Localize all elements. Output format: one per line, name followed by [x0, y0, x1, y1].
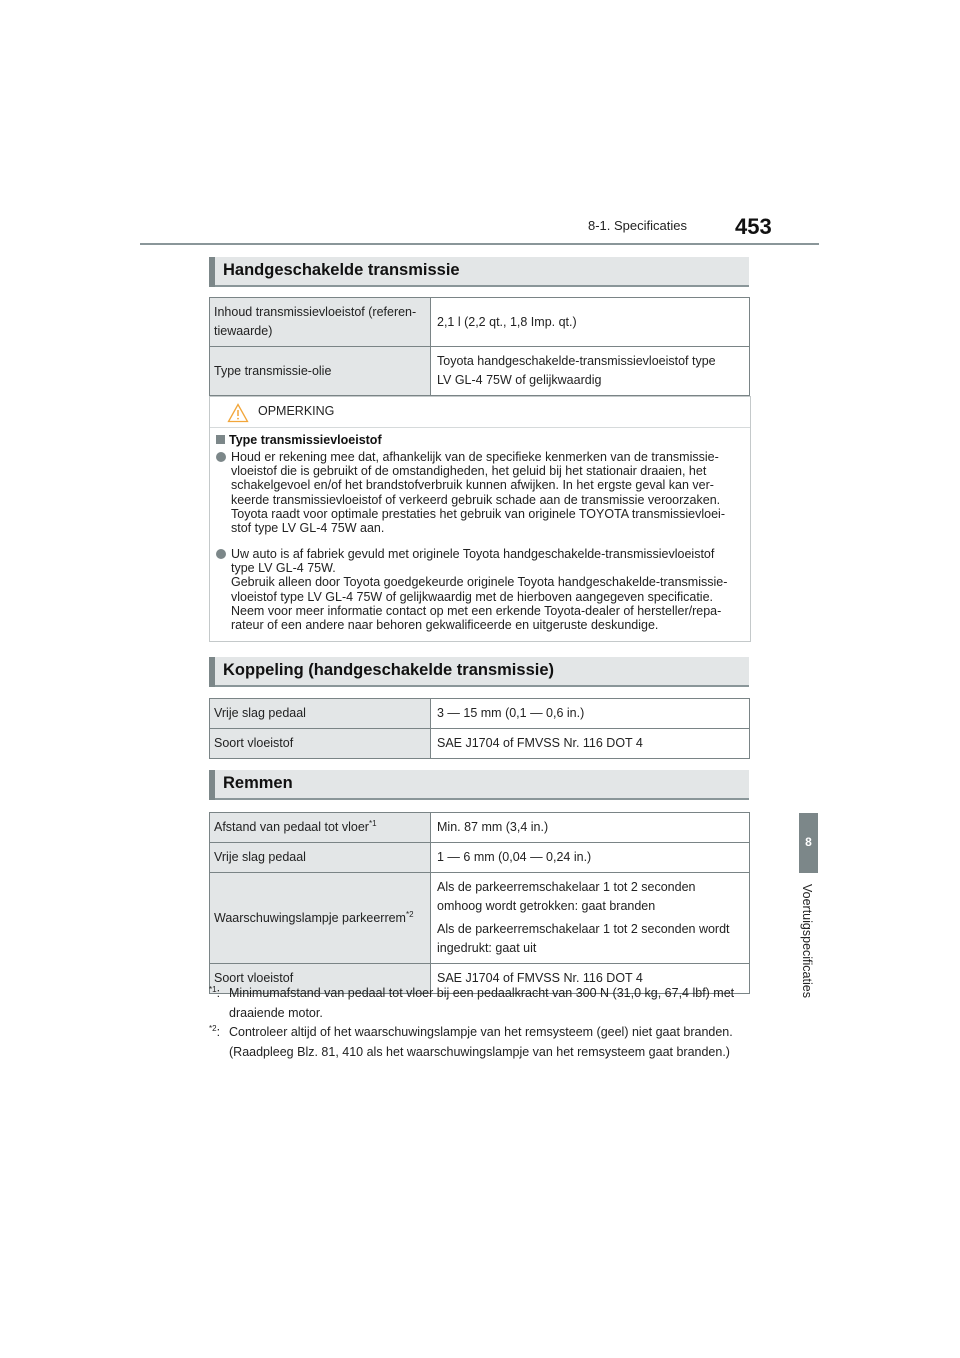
footnote-marker — [209, 983, 220, 1003]
bullet-line: type LV GL-4 75W. — [231, 561, 336, 576]
table-cell-value — [431, 873, 750, 964]
header-rule — [140, 243, 819, 245]
table-cell-label: Soort vloeistof — [210, 729, 431, 759]
table-row — [210, 729, 750, 759]
table-cell-label — [210, 873, 431, 964]
footnote-ref: *2 — [405, 909, 414, 919]
note-subheading-text: Type transmissievloeistof — [229, 433, 382, 447]
table-row — [210, 843, 750, 873]
section-heading-clutch — [209, 657, 749, 687]
chapter-title: Voertuigspecificaties — [800, 884, 814, 998]
table-cell-value: 1 — 6 mm (0,04 — 0,24 in.) — [431, 843, 750, 873]
table-cell-value — [431, 347, 750, 396]
cell-text: LV GL-4 75W of gelijkwaardig — [437, 373, 602, 387]
note-header — [210, 397, 750, 428]
cell-text: Toyota handgeschakelde-transmissievloeistof type — [437, 354, 716, 368]
bullet-line: Gebruik alleen door Toyota goedgekeurde originele Toyota handgeschakelde-transmissie- — [231, 575, 728, 590]
heading-accent-bar — [209, 657, 215, 687]
cell-text: Waarschuwingslampje parkeerrem — [214, 910, 406, 925]
section-title: Remmen — [223, 774, 293, 792]
table-cell-value: SAE J1704 of FMVSS Nr. 116 DOT 4 — [431, 964, 750, 994]
table-cell-label: Vrije slag pedaal — [210, 699, 431, 729]
bullet-line: vloeistof die is gebruikt of de omstandigheden, het geluid bij het stationair draaien, het — [231, 464, 707, 479]
note-subheading — [216, 433, 382, 447]
table-cell-label: Type transmissie-olie — [210, 347, 431, 396]
bullet-line: Houd er rekening mee dat, afhankelijk van de specifieke kenmerken van de transmissie- — [231, 450, 719, 464]
footnote-line: draaiende motor. — [229, 1006, 323, 1020]
cell-text: Inhoud transmissievloeistof (referen- — [214, 305, 417, 319]
bullet-line: Neem voor meer informatie contact op met een erkende Toyota-dealer of hersteller/repa- — [231, 603, 722, 618]
section-heading-brakes — [209, 770, 749, 800]
cell-text: omhoog wordt getrokken: gaat branden — [437, 899, 656, 913]
section-title: Koppeling (handgeschakelde transmissie) — [223, 661, 554, 679]
footnote-colon: : — [216, 986, 221, 1000]
cell-text: Afstand van pedaal tot vloer — [214, 820, 369, 834]
bullet-line: keerde transmissievloeistof of verkeerd gebruik schade aan de transmissie veroorzaken. — [231, 492, 721, 507]
bullet-dot-icon — [216, 452, 226, 462]
footnote-line: Controleer altijd of het waarschuwingslampje van het remsysteem (geel) niet gaat branden. — [229, 1025, 733, 1039]
brakes-table — [209, 812, 750, 994]
page-number: 453 — [735, 214, 772, 239]
table-cell-value: 2,1 l (2,2 qt., 1,8 Imp. qt.) — [431, 298, 750, 347]
cell-text: Als de parkeerremschakelaar 1 tot 2 seconden — [437, 880, 696, 894]
cell-text: Als de parkeerremschakelaar 1 tot 2 seconden wordt — [437, 922, 730, 936]
square-bullet-icon — [216, 435, 225, 444]
table-cell-label: Vrije slag pedaal — [210, 843, 431, 873]
heading-accent-bar — [209, 257, 215, 287]
footnote-line: (Raadpleeg Blz. 81, 410 als het waarschuwingslampje van het remsysteem gaat branden.) — [229, 1045, 730, 1059]
table-row — [210, 813, 750, 843]
table-cell-value: SAE J1704 of FMVSS Nr. 116 DOT 4 — [431, 729, 750, 759]
manual-transmission-table — [209, 297, 750, 396]
footnote-ref: *1 — [368, 818, 377, 828]
table-cell-label — [210, 298, 431, 347]
note-title: OPMERKING — [258, 404, 335, 418]
table-row — [210, 298, 750, 347]
footnote-line: Minimumafstand van pedaal tot vloer bij een pedaalkracht van 300 N (31,0 kg, 67,4 lbf) met — [229, 986, 735, 1000]
note-box — [209, 396, 751, 642]
chapter-number: 8 — [805, 835, 812, 849]
bullet-line: vloeistof type LV GL-4 75W of gelijkwaardig met de hierboven aangegeven specificatie. — [231, 589, 713, 604]
footnote-text — [229, 983, 754, 1023]
note-bullet-text — [231, 547, 746, 632]
bullet-line: stof type LV GL-4 75W aan. — [231, 521, 385, 536]
cell-text: tiewaarde) — [214, 324, 273, 338]
footnote-text — [229, 1022, 754, 1062]
table-cell-label: Soort vloeistof — [210, 964, 431, 994]
table-cell-value: 3 — 15 mm (0,1 — 0,6 in.) — [431, 699, 750, 729]
section-title: Handgeschakelde transmissie — [223, 261, 460, 279]
heading-accent-bar — [209, 770, 215, 800]
table-cell-value: Min. 87 mm (3,4 in.) — [431, 813, 750, 843]
bullet-line: Uw auto is af fabriek gevuld met originele Toyota handgeschakelde-transmissievloeistof — [231, 547, 715, 561]
cell-text: ingedrukt: gaat uit — [437, 941, 537, 955]
footnote-mark: *1 — [209, 984, 217, 994]
footnote-mark: *2 — [209, 1023, 217, 1033]
bullet-line: rateur of een andere naar behoren gekwalificeerde en uitgeruste deskundige. — [231, 618, 659, 633]
section-label: 8-1. Specificaties — [588, 218, 687, 233]
section-heading-manual-transmission — [209, 257, 749, 287]
footnote-colon: : — [216, 1025, 221, 1039]
table-cell-label — [210, 813, 431, 843]
note-bullet-text — [231, 450, 746, 535]
bullet-dot-icon — [216, 549, 226, 559]
warning-triangle-icon — [227, 403, 249, 423]
bullet-line: schakelgevoel en/of het brandstofverbruik kunnen afwijken. In het ergste geval kan ver- — [231, 478, 714, 493]
footnote-marker — [209, 1022, 220, 1042]
table-row — [210, 347, 750, 396]
table-row — [210, 873, 750, 964]
clutch-table — [209, 698, 750, 759]
table-row — [210, 699, 750, 729]
bullet-line: Toyota raadt voor optimale prestaties het gebruik van originele TOYOTA transmissievloei- — [231, 506, 725, 521]
